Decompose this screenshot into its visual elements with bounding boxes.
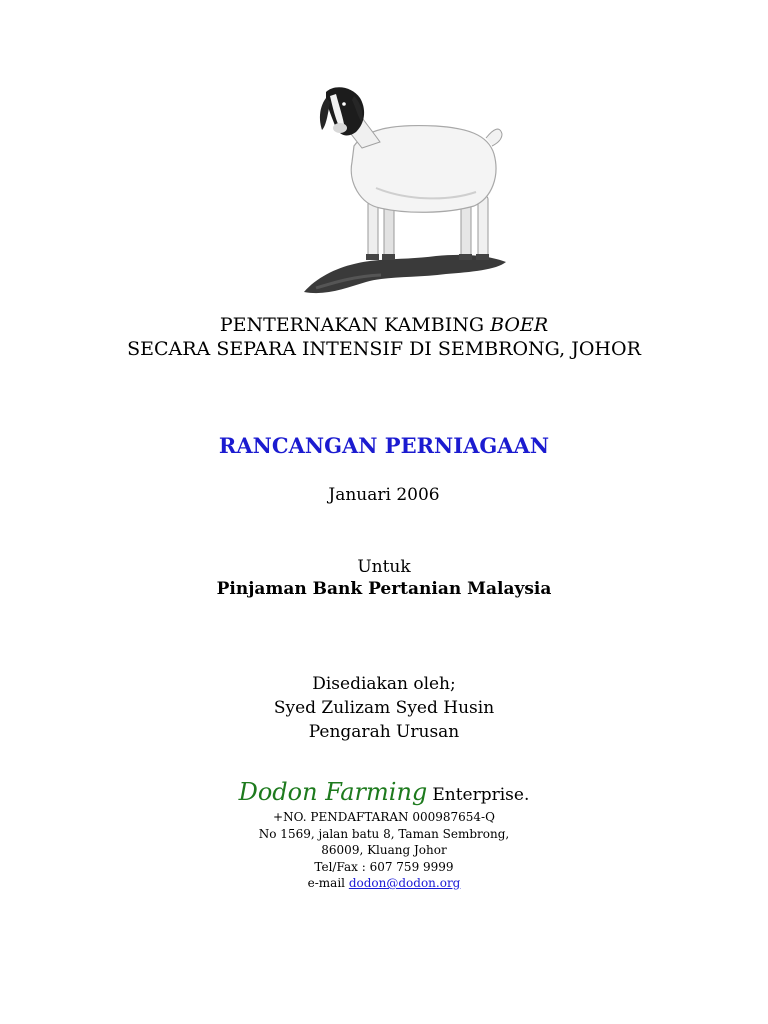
- boer-goat-image: [296, 78, 516, 300]
- business-plan-title: RANCANGAN PERNIAGAAN: [218, 433, 550, 458]
- preparer-name: Syed Zulizam Syed Husin: [273, 698, 495, 718]
- purpose-label: Untuk: [357, 557, 411, 577]
- company-name: [0, 775, 768, 812]
- registration-number: +NO. PENDAFTARAN 000987654-Q: [273, 810, 495, 824]
- email-row: [0, 875, 768, 892]
- document-title-line-1: [0, 313, 768, 337]
- document-title-line-2: SECARA SEPARA INTENSIF DI SEMBRONG, JOHOR: [127, 338, 641, 360]
- address-line-1: No 1569, jalan batu 8, Taman Sembrong,: [258, 826, 510, 841]
- title-breed: BOER: [490, 314, 549, 336]
- preparer-position: Pengarah Urusan: [308, 722, 460, 742]
- company-brand: Dodon Farming: [238, 778, 428, 806]
- prepared-by-label: Disediakan oleh;: [312, 674, 456, 694]
- company-address-block: [0, 809, 768, 892]
- email-link[interactable]: dodon@dodon.org: [348, 876, 461, 890]
- email-label: e-mail: [307, 876, 345, 890]
- document-date: Januari 2006: [328, 485, 440, 505]
- prepared-by-block: [0, 672, 768, 744]
- company-suffix: Enterprise.: [432, 785, 530, 805]
- title-prefix: PENTERNAKAN KAMBING: [219, 314, 485, 336]
- purpose-bank: Pinjaman Bank Pertanian Malaysia: [216, 579, 552, 599]
- phone-fax: Tel/Fax : 607 759 9999: [314, 859, 454, 874]
- ground-shadow: [304, 255, 506, 293]
- address-line-2: 86009, Kluang Johor: [321, 843, 447, 857]
